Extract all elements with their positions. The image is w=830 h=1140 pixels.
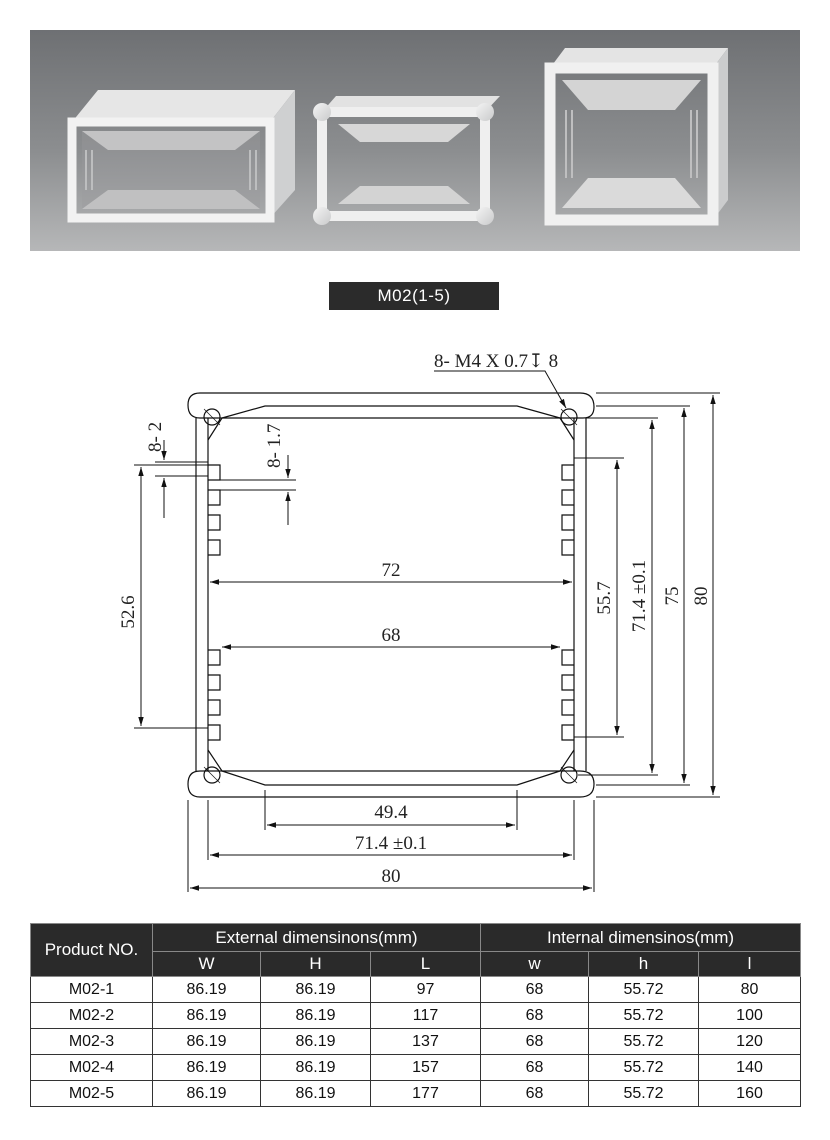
table-row xyxy=(31,1055,801,1081)
table-row xyxy=(31,977,801,1003)
cell-product: M02-2 xyxy=(31,1003,153,1029)
cell-W: 86.19 xyxy=(153,1029,261,1055)
dim-inner-width: 68 xyxy=(381,625,401,646)
cell-l: 140 xyxy=(699,1055,801,1081)
cell-product: M02-4 xyxy=(31,1055,153,1081)
dim-outer-width: 80 xyxy=(381,866,401,887)
header-external: External dimensinons(mm) xyxy=(153,924,481,952)
cell-w: 68 xyxy=(481,1081,589,1107)
cell-w: 68 xyxy=(481,1029,589,1055)
header-w: w xyxy=(481,952,589,977)
cell-L: 177 xyxy=(371,1081,481,1107)
cell-H: 86.19 xyxy=(261,1055,371,1081)
cell-L: 157 xyxy=(371,1055,481,1081)
dim-mount-width: 71.4 ±0.1 xyxy=(354,833,428,854)
product-photo xyxy=(30,30,800,251)
dim-slot-gap: 8- 2 xyxy=(145,421,166,452)
model-label: M02(1-5) xyxy=(329,282,499,310)
cell-h: 55.72 xyxy=(589,1055,699,1081)
cell-h: 55.72 xyxy=(589,1029,699,1055)
header-internal: Internal dimensinos(mm) xyxy=(481,924,801,952)
header-L: L xyxy=(371,952,481,977)
cell-h: 55.72 xyxy=(589,977,699,1003)
cell-w: 68 xyxy=(481,1055,589,1081)
cell-H: 86.19 xyxy=(261,977,371,1003)
cell-H: 86.19 xyxy=(261,1081,371,1107)
header-W: W xyxy=(153,952,261,977)
header-l: l xyxy=(699,952,801,977)
cell-W: 86.19 xyxy=(153,1003,261,1029)
profile-drawing xyxy=(0,330,830,900)
dim-outer-height: 80 xyxy=(691,586,712,606)
cell-h: 55.72 xyxy=(589,1081,699,1107)
cell-h: 55.72 xyxy=(589,1003,699,1029)
cell-W: 86.19 xyxy=(153,977,261,1003)
spec-table xyxy=(30,923,801,1107)
hole-callout: 8- M4 X 0.7↧ 8 xyxy=(434,351,559,372)
dim-fin-gap: 8- 1.7 xyxy=(264,423,285,468)
cell-W: 86.19 xyxy=(153,1055,261,1081)
cell-H: 86.19 xyxy=(261,1003,371,1029)
dim-mount-height: 71.4 ±0.1 xyxy=(629,559,650,633)
cell-w: 68 xyxy=(481,977,589,1003)
profile-outline xyxy=(188,393,594,797)
table-row xyxy=(31,1029,801,1055)
cell-w: 68 xyxy=(481,1003,589,1029)
cell-L: 137 xyxy=(371,1029,481,1055)
cell-W: 86.19 xyxy=(153,1081,261,1107)
header-h: h xyxy=(589,952,699,977)
cell-L: 97 xyxy=(371,977,481,1003)
cell-H: 86.19 xyxy=(261,1029,371,1055)
table-row xyxy=(31,1081,801,1107)
cell-l: 160 xyxy=(699,1081,801,1107)
cell-l: 80 xyxy=(699,977,801,1003)
dim-body-height: 75 xyxy=(662,586,683,606)
cell-product: M02-1 xyxy=(31,977,153,1003)
cell-l: 120 xyxy=(699,1029,801,1055)
cell-product: M02-3 xyxy=(31,1029,153,1055)
dim-inner-width-top: 72 xyxy=(381,560,401,581)
cell-L: 117 xyxy=(371,1003,481,1029)
header-H: H xyxy=(261,952,371,977)
cell-l: 100 xyxy=(699,1003,801,1029)
dim-flat-width: 49.4 xyxy=(374,802,408,823)
dim-inner-height: 55.7 xyxy=(594,581,615,615)
cell-product: M02-5 xyxy=(31,1081,153,1107)
dim-fin-span: 52.6 xyxy=(118,595,139,629)
table-row xyxy=(31,1003,801,1029)
header-product: Product NO. xyxy=(31,924,153,977)
